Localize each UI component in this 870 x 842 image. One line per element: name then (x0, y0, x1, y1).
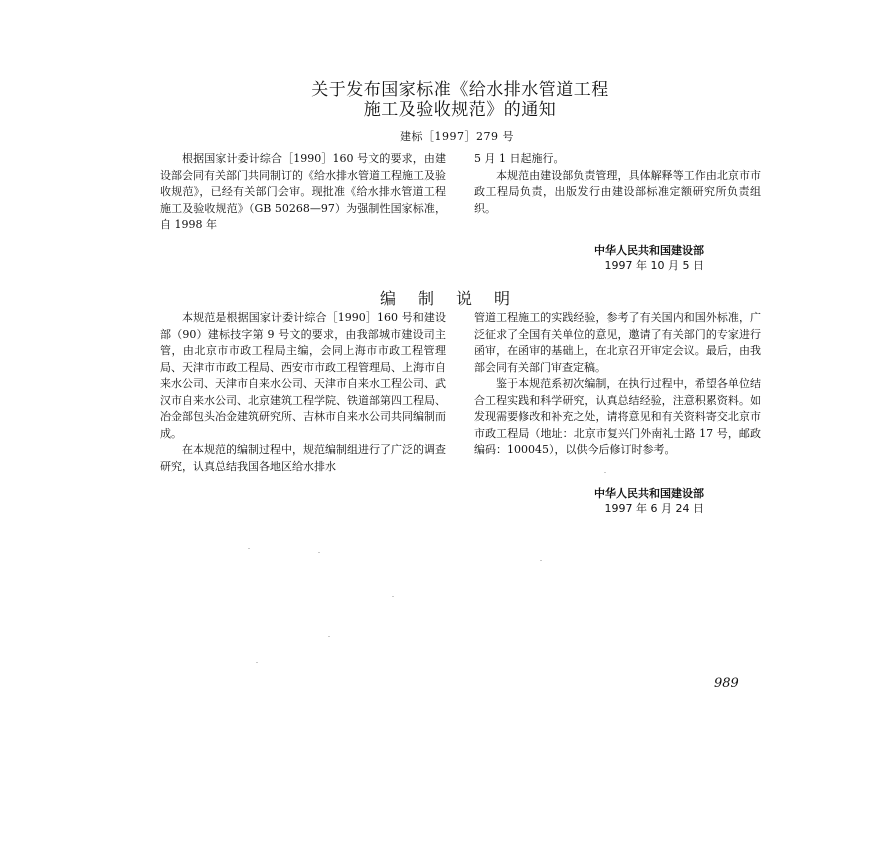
notice-signature (520, 243, 704, 273)
scan-speck (392, 596, 394, 597)
explanation-right-column (474, 310, 761, 459)
section-heading: 编制说明 (380, 289, 533, 308)
explanation-left-column (160, 310, 446, 475)
document-number: 建标［1997］279 号 (400, 130, 514, 143)
notice-paragraph-2: 本规范由建设部负责管理，具体解释等工作由北京市市政工程局负责，出版发行由建设部标准定额研究所负责组织。 (474, 168, 761, 215)
explanation-signature-date: 1997 年 6 月 24 日 (604, 502, 704, 515)
notice-paragraph-1-continued: 5 月 1 日起施行。 (474, 152, 565, 165)
explanation-signature (520, 486, 704, 516)
notice-right-column (474, 151, 761, 217)
scan-speck (328, 636, 330, 637)
scan-speck (540, 560, 542, 561)
notice-signature-date: 1997 年 10 月 5 日 (604, 259, 704, 272)
page-number: 989 (714, 676, 739, 691)
explanation-paragraph-1: 本规范是根据国家计委计综合［1990］160 号和建设部（90）建标技字第 9 号文的要求，由我部城市建设司主管，由北京市市政工程局主编，会同上海市市政工程管理局、天津市市政工程局、西安市市政工程管理局、上海市自来水公司、天津市自来水公司、天津市自来水工程公司、武汉市自来水公司、北京建筑工程学院、铁道部第四工程局、冶金部包头冶金建筑研究所、吉林市自来水公司共同编制而成。 (160, 311, 446, 440)
notice-left-column (160, 151, 446, 234)
explanation-signature-org: 中华人民共和国建设部 (594, 487, 704, 500)
explanation-paragraph-2: 在本规范的编制过程中，规范编制组进行了广泛的调查研究，认真总结我国各地区给水排水 (160, 443, 446, 473)
title-line-1: 关于发布国家标准《给水排水管道工程 (311, 80, 609, 100)
scan-speck (256, 662, 258, 663)
notice-signature-org: 中华人民共和国建设部 (594, 244, 704, 257)
scan-speck (248, 548, 250, 549)
scan-speck (318, 552, 320, 553)
notice-paragraph-1: 根据国家计委计综合［1990］160 号文的要求，由建设部会同有关部门共同制订的《给水排水管道工程施工及验收规范》，已经有关部门会审。现批准《给水排水管道工程施工及验收规范》（GB 50268—97）为强制性国家标准，自 1998 年 (160, 152, 446, 231)
explanation-paragraph-3: 鉴于本规范系初次编制，在执行过程中，希望各单位结合工程实践和科学研究，认真总结经验，注意积累资料。如发现需要修改和补充之处，请将意见和有关资料寄交北京市市政工程局（地址：北京市复兴门外南礼士路 17 号，邮政编码：100045），以供今后修订时参考。 (474, 377, 761, 456)
title-line-2: 施工及验收规范》的通知 (363, 100, 557, 120)
explanation-paragraph-2-continued: 管道工程施工的实践经验，参考了有关国内和国外标准，广泛征求了全国有关单位的意见，邀请了有关部门的专家进行函审，在函审的基础上，在北京召开审定会议。最后，由我部会同有关部门审查定稿。 (474, 311, 761, 374)
scan-speck (604, 472, 606, 473)
